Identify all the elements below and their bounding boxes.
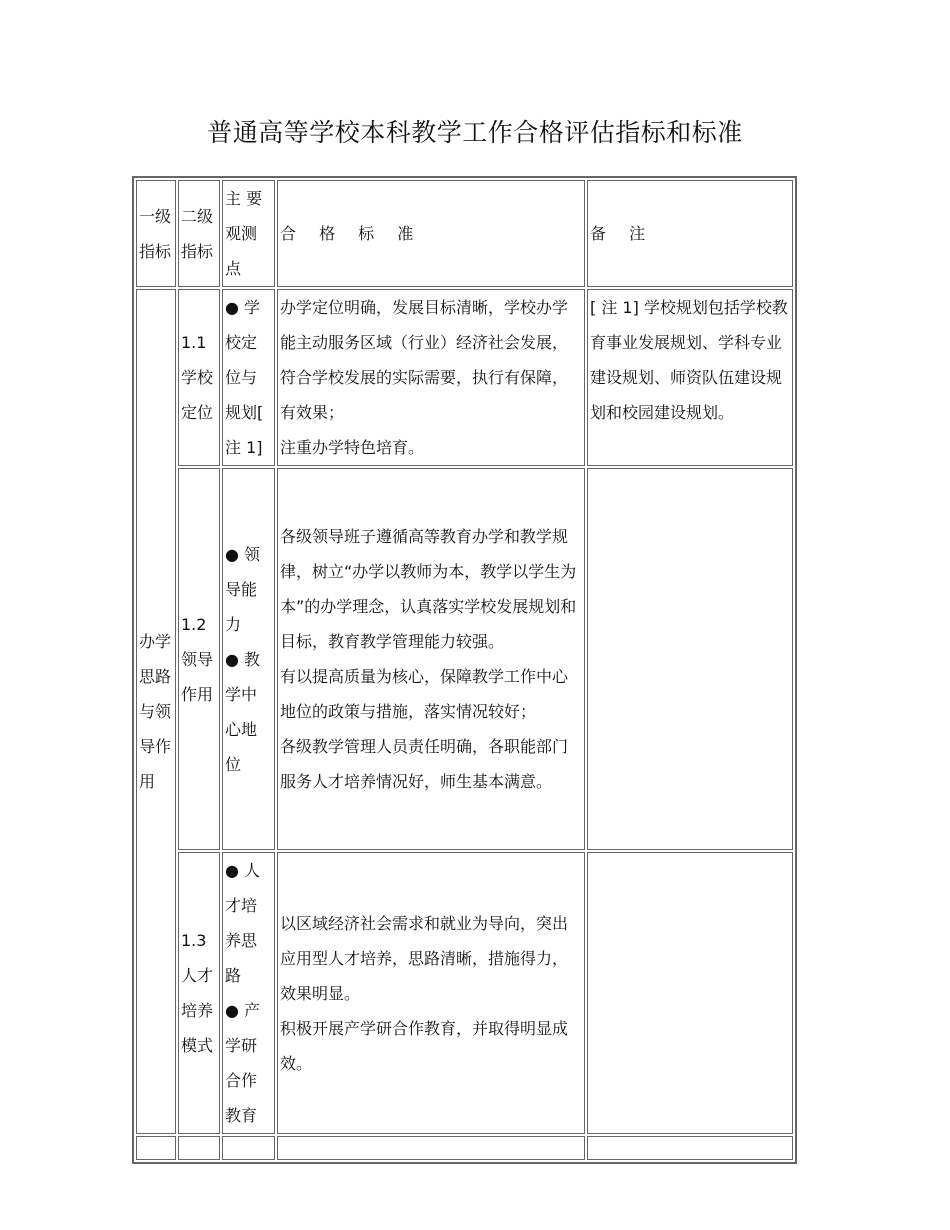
header-observation-point: 主 要 观测点 bbox=[222, 180, 275, 287]
header-level1-indicator: 一级指标 bbox=[136, 180, 176, 287]
empty-cell bbox=[136, 1136, 176, 1160]
header-remark: 备 注 bbox=[587, 180, 793, 287]
remark-cell bbox=[587, 468, 793, 850]
observation-point-cell: ● 领导能力 ● 教学中心地位 bbox=[222, 468, 275, 850]
empty-table-row bbox=[136, 1136, 793, 1160]
document-title: 普通高等学校本科教学工作合格评估指标和标准 bbox=[207, 118, 743, 147]
standard-cell: 以区域经济社会需求和就业为导向，突出应用型人才培养，思路清晰，措施得力，效果明显。 积极开展产学研合作教育，并取得明显成效。 bbox=[277, 852, 585, 1134]
empty-cell bbox=[222, 1136, 275, 1160]
empty-cell bbox=[277, 1136, 585, 1160]
table-row bbox=[136, 289, 793, 466]
level1-indicator-cell: 办学思路与领导作用 bbox=[136, 289, 176, 1134]
observation-point-cell: ● 学校定位与规划[ 注 1] bbox=[222, 289, 275, 466]
remark-cell bbox=[587, 852, 793, 1134]
table-row bbox=[136, 852, 793, 1134]
empty-cell bbox=[587, 1136, 793, 1160]
level2-indicator-cell: 1.3 人才 培养 模式 bbox=[178, 852, 220, 1134]
header-qualification-standard: 合 格 标 准 bbox=[277, 180, 585, 287]
header-level2-indicator: 二级指标 bbox=[178, 180, 220, 287]
table-header-row bbox=[136, 180, 793, 287]
level2-indicator-cell: 1.2 领导 作用 bbox=[178, 468, 220, 850]
level2-indicator-cell: 1.1 学校 定位 bbox=[178, 289, 220, 466]
empty-cell bbox=[178, 1136, 220, 1160]
remark-cell: [ 注 1] 学校规划包括学校教育事业发展规划、学科专业建设规划、师资队伍建设规划和校园建设规划。 bbox=[587, 289, 793, 466]
table-row bbox=[136, 468, 793, 850]
standard-cell: 办学定位明确，发展目标清晰，学校办学能主动服务区域（行业）经济社会发展，符合学校发展的实际需要，执行有保障，有效果； 注重办学特色培育。 bbox=[277, 289, 585, 466]
standard-cell: 各级领导班子遵循高等教育办学和教学规律，树立“办学以教师为本，教学以学生为本”的办学理念，认真落实学校发展规划和目标，教育教学管理能力较强。 有以提高质量为核心，保障教学工作中心地位的政策与措施，落实情况较好； 各级教学管理人员责任明确，各职能部门服务人才培养情况好，师生基本满意。 bbox=[277, 468, 585, 850]
evaluation-standards-table bbox=[132, 176, 797, 1164]
observation-point-cell: ● 人才培养思路 ● 产学研合作教育 bbox=[222, 852, 275, 1134]
